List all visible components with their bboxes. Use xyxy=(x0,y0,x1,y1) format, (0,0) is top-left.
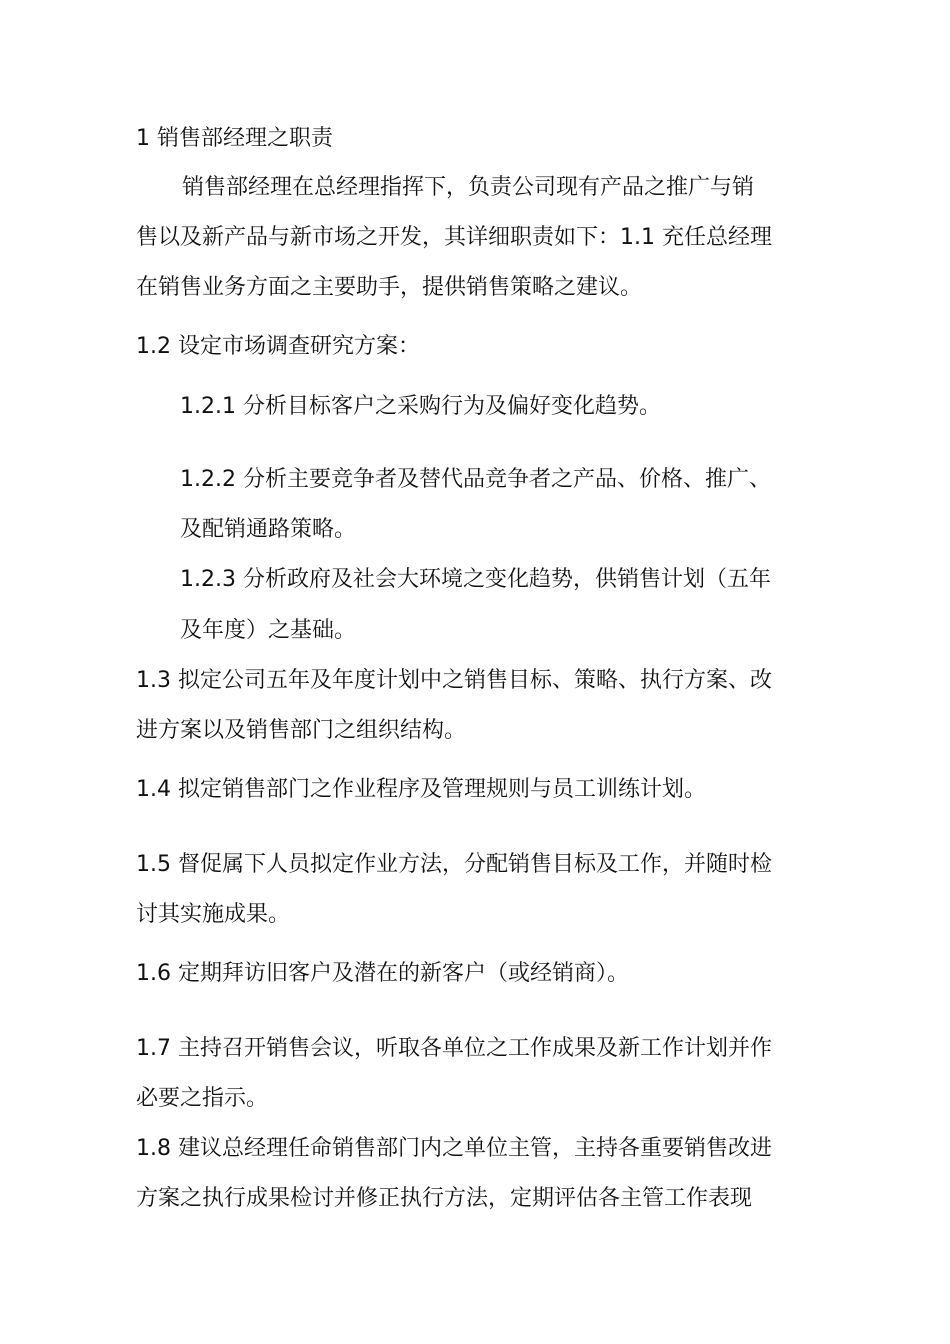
item-1-3-line-1: 1.3 拟定公司五年及年度计划中之销售目标、策略、执行方案、改 xyxy=(136,668,772,693)
section-heading: 1 销售部经理之职责 xyxy=(136,126,333,151)
intro-line-2: 售以及新产品与新市场之开发，其详细职责如下：1.1 充任总经理 xyxy=(136,225,772,250)
item-1-2-3-line-2: 及年度）之基础。 xyxy=(180,618,357,643)
item-1-2-2-line-1: 1.2.2 分析主要竞争者及替代品竞争者之产品、价格、推广、 xyxy=(180,467,771,492)
item-1-6: 1.6 定期拜访旧客户及潜在的新客户（或经销商）。 xyxy=(136,961,629,986)
item-1-8-line-2: 方案之执行成果检讨并修正执行方法，定期评估各主管工作表现 xyxy=(136,1186,753,1211)
item-1-4: 1.4 拟定销售部门之作业程序及管理规则与员工训练计划。 xyxy=(136,777,706,802)
item-1-2-2-line-2: 及配销通路策略。 xyxy=(180,517,357,542)
item-1-2: 1.2 设定市场调查研究方案： xyxy=(136,334,420,359)
intro-line-3: 在销售业务方面之主要助手，提供销售策略之建议。 xyxy=(136,275,643,300)
item-1-7-line-1: 1.7 主持召开销售会议，听取各单位之工作成果及新工作计划并作 xyxy=(136,1036,772,1061)
item-1-2-3-line-1: 1.2.3 分析政府及社会大环境之变化趋势，供销售计划（五年 xyxy=(180,567,771,592)
item-1-5-line-1: 1.5 督促属下人员拟定作业方法，分配销售目标及工作，并随时检 xyxy=(136,852,772,877)
item-1-8-line-1: 1.8 建议总经理任命销售部门内之单位主管，主持各重要销售改进 xyxy=(136,1136,772,1161)
item-1-5-line-2: 讨其实施成果。 xyxy=(136,902,291,927)
item-1-7-line-2: 必要之指示。 xyxy=(136,1086,269,1111)
item-1-2-1: 1.2.1 分析目标客户之采购行为及偏好变化趋势。 xyxy=(180,394,661,419)
intro-line-1: 销售部经理在总经理指挥下，负责公司现有产品之推广与销 xyxy=(182,175,755,200)
item-1-3-line-2: 进方案以及销售部门之组织结构。 xyxy=(136,718,467,743)
